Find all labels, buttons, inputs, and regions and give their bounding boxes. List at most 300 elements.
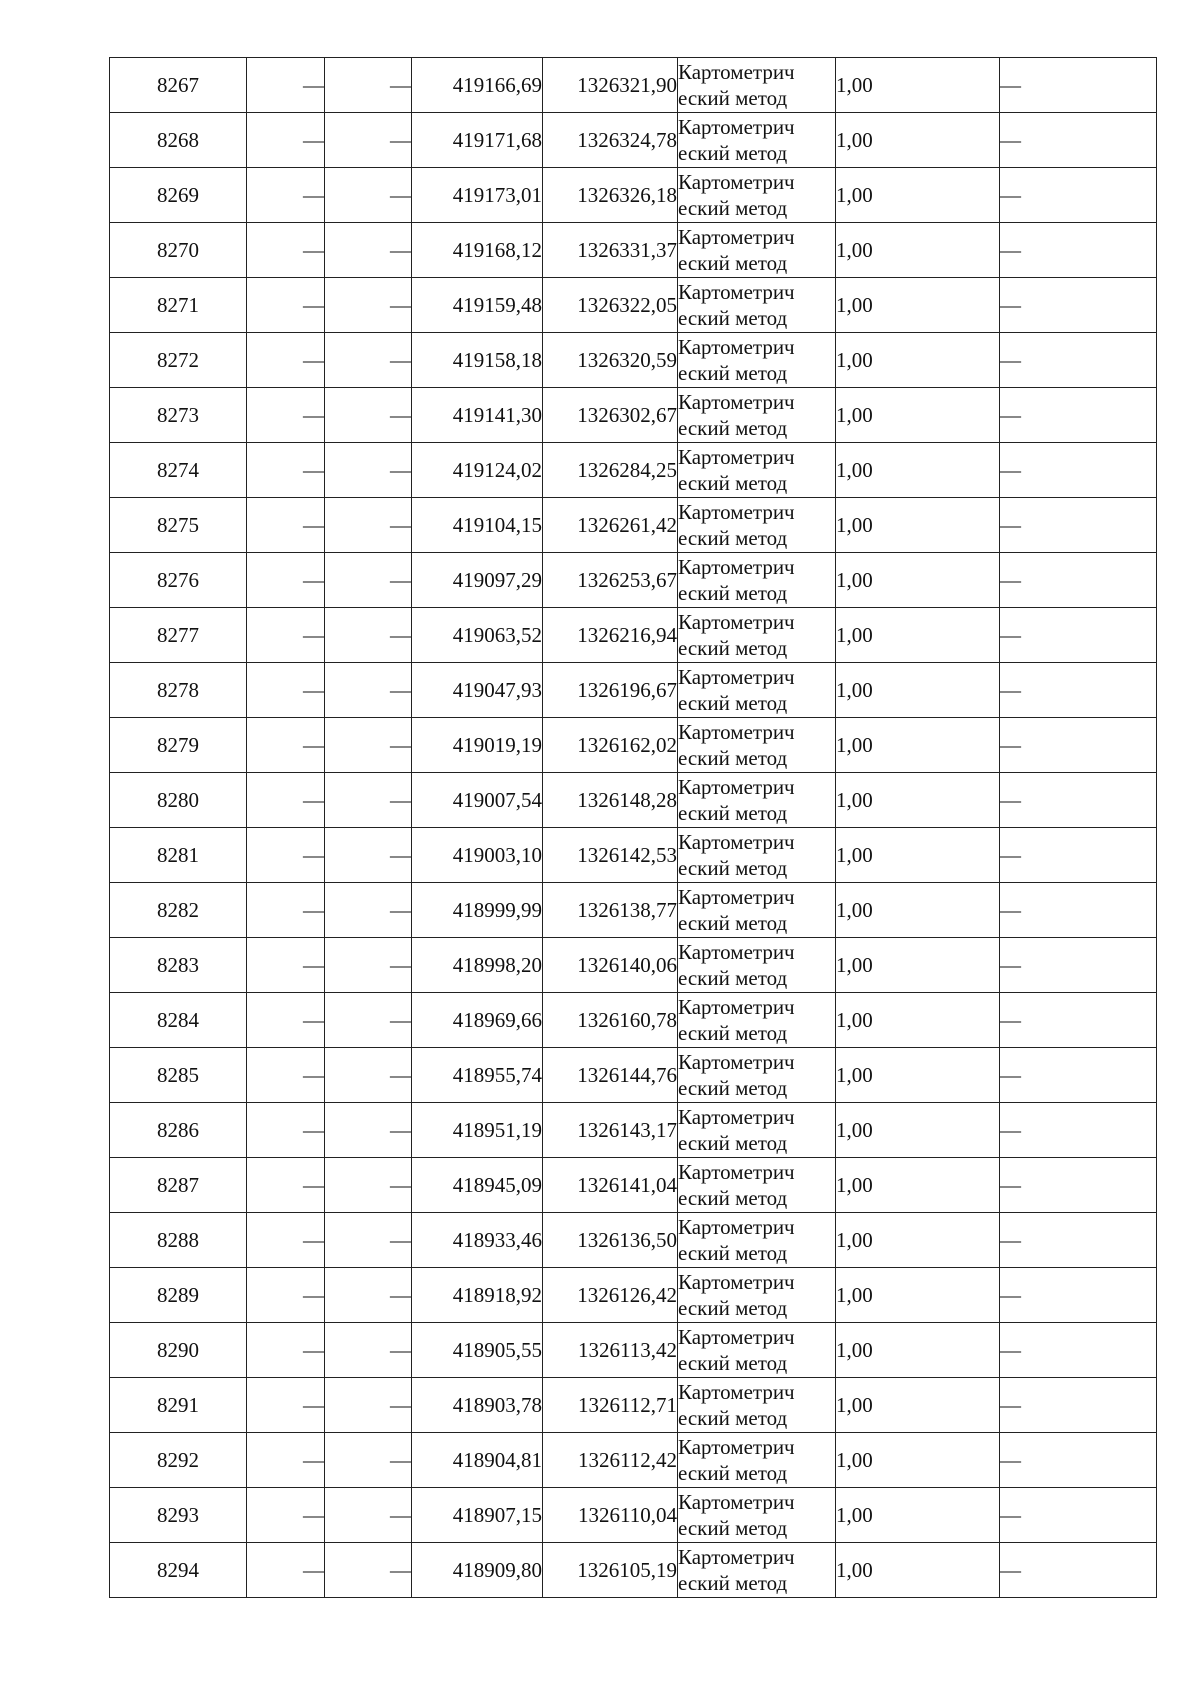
empty-dash-cell: —: [1000, 938, 1157, 993]
empty-dash-cell: —: [325, 1488, 412, 1543]
method-cell: [678, 1433, 836, 1488]
accuracy-cell: 1,00: [836, 388, 1000, 443]
empty-dash-cell: —: [1000, 333, 1157, 388]
point-number-cell: 8284: [110, 993, 247, 1048]
empty-dash-cell: —: [325, 58, 412, 113]
x-coordinate-cell: 418907,15: [412, 1488, 543, 1543]
x-coordinate-cell: 418955,74: [412, 1048, 543, 1103]
empty-dash-cell: —: [325, 553, 412, 608]
empty-dash-cell: —: [247, 1433, 325, 1488]
empty-dash-cell: —: [1000, 1323, 1157, 1378]
empty-dash-cell: —: [325, 278, 412, 333]
point-number-cell: 8291: [110, 1378, 247, 1433]
accuracy-cell: 1,00: [836, 1268, 1000, 1323]
method-text-line: еский метод: [678, 966, 788, 990]
table-row: [110, 828, 1157, 883]
accuracy-cell: 1,00: [836, 1048, 1000, 1103]
y-coordinate-cell: 1326284,25: [543, 443, 678, 498]
empty-dash-cell: —: [1000, 1488, 1157, 1543]
point-number-cell: 8276: [110, 553, 247, 608]
method-cell: [678, 663, 836, 718]
table-row: [110, 1048, 1157, 1103]
method-cell: [678, 58, 836, 113]
y-coordinate-cell: 1326105,19: [543, 1543, 678, 1598]
method-cell: [678, 828, 836, 883]
table-row: [110, 498, 1157, 553]
empty-dash-cell: —: [1000, 498, 1157, 553]
x-coordinate-cell: 419168,12: [412, 223, 543, 278]
empty-dash-cell: —: [325, 773, 412, 828]
method-cell: [678, 1158, 836, 1213]
y-coordinate-cell: 1326326,18: [543, 168, 678, 223]
y-coordinate-cell: 1326110,04: [543, 1488, 678, 1543]
point-number-cell: 8292: [110, 1433, 247, 1488]
empty-dash-cell: —: [325, 1213, 412, 1268]
y-coordinate-cell: 1326126,42: [543, 1268, 678, 1323]
method-cell: [678, 333, 836, 388]
point-number-cell: 8283: [110, 938, 247, 993]
point-number-cell: 8293: [110, 1488, 247, 1543]
accuracy-cell: 1,00: [836, 1323, 1000, 1378]
y-coordinate-cell: 1326136,50: [543, 1213, 678, 1268]
method-text-line: Картометрич: [678, 445, 795, 469]
accuracy-cell: 1,00: [836, 1378, 1000, 1433]
accuracy-cell: 1,00: [836, 1488, 1000, 1543]
empty-dash-cell: —: [247, 278, 325, 333]
x-coordinate-cell: 418999,99: [412, 883, 543, 938]
method-text-line: еский метод: [678, 581, 788, 605]
empty-dash-cell: —: [325, 1158, 412, 1213]
table-row: [110, 113, 1157, 168]
method-text-line: еский метод: [678, 801, 788, 825]
accuracy-cell: 1,00: [836, 993, 1000, 1048]
method-text-line: еский метод: [678, 856, 788, 880]
empty-dash-cell: —: [1000, 553, 1157, 608]
method-text-line: еский метод: [678, 1461, 788, 1485]
point-number-cell: 8280: [110, 773, 247, 828]
method-text-line: Картометрич: [678, 1160, 795, 1184]
method-text-line: еский метод: [678, 911, 788, 935]
x-coordinate-cell: 418909,80: [412, 1543, 543, 1598]
empty-dash-cell: —: [247, 1488, 325, 1543]
accuracy-cell: 1,00: [836, 828, 1000, 883]
accuracy-cell: 1,00: [836, 608, 1000, 663]
empty-dash-cell: —: [325, 388, 412, 443]
method-cell: [678, 938, 836, 993]
accuracy-cell: 1,00: [836, 58, 1000, 113]
method-cell: [678, 608, 836, 663]
x-coordinate-cell: 418903,78: [412, 1378, 543, 1433]
accuracy-cell: 1,00: [836, 663, 1000, 718]
accuracy-cell: 1,00: [836, 333, 1000, 388]
empty-dash-cell: —: [325, 113, 412, 168]
point-number-cell: 8268: [110, 113, 247, 168]
method-cell: [678, 168, 836, 223]
method-text-line: еский метод: [678, 526, 788, 550]
table-row: [110, 223, 1157, 278]
empty-dash-cell: —: [325, 1268, 412, 1323]
point-number-cell: 8286: [110, 1103, 247, 1158]
method-cell: [678, 1378, 836, 1433]
accuracy-cell: 1,00: [836, 1433, 1000, 1488]
accuracy-cell: 1,00: [836, 718, 1000, 773]
y-coordinate-cell: 1326196,67: [543, 663, 678, 718]
table-row: [110, 1213, 1157, 1268]
empty-dash-cell: —: [1000, 1158, 1157, 1213]
method-text-line: еский метод: [678, 1076, 788, 1100]
method-cell: [678, 883, 836, 938]
method-text-line: еский метод: [678, 141, 788, 165]
empty-dash-cell: —: [325, 443, 412, 498]
method-cell: [678, 1048, 836, 1103]
empty-dash-cell: —: [247, 443, 325, 498]
method-text-line: еский метод: [678, 1296, 788, 1320]
empty-dash-cell: —: [247, 1378, 325, 1433]
table-row: [110, 993, 1157, 1048]
table-row: [110, 718, 1157, 773]
empty-dash-cell: —: [247, 498, 325, 553]
method-cell: [678, 1543, 836, 1598]
empty-dash-cell: —: [1000, 113, 1157, 168]
accuracy-cell: 1,00: [836, 113, 1000, 168]
method-text-line: еский метод: [678, 1351, 788, 1375]
empty-dash-cell: —: [325, 498, 412, 553]
method-text-line: Картометрич: [678, 1545, 795, 1569]
empty-dash-cell: —: [1000, 1378, 1157, 1433]
table-row: [110, 663, 1157, 718]
x-coordinate-cell: 419097,29: [412, 553, 543, 608]
empty-dash-cell: —: [325, 333, 412, 388]
x-coordinate-cell: 418933,46: [412, 1213, 543, 1268]
y-coordinate-cell: 1326261,42: [543, 498, 678, 553]
empty-dash-cell: —: [247, 168, 325, 223]
point-number-cell: 8272: [110, 333, 247, 388]
point-number-cell: 8287: [110, 1158, 247, 1213]
accuracy-cell: 1,00: [836, 883, 1000, 938]
method-text-line: Картометрич: [678, 500, 795, 524]
method-text-line: Картометрич: [678, 115, 795, 139]
x-coordinate-cell: 419166,69: [412, 58, 543, 113]
point-number-cell: 8281: [110, 828, 247, 883]
empty-dash-cell: —: [1000, 1213, 1157, 1268]
accuracy-cell: 1,00: [836, 223, 1000, 278]
empty-dash-cell: —: [247, 1048, 325, 1103]
method-text-line: Картометрич: [678, 1490, 795, 1514]
method-text-line: Картометрич: [678, 1325, 795, 1349]
x-coordinate-cell: 419141,30: [412, 388, 543, 443]
method-text-line: Картометрич: [678, 665, 795, 689]
point-number-cell: 8294: [110, 1543, 247, 1598]
method-text-line: Картометрич: [678, 830, 795, 854]
accuracy-cell: 1,00: [836, 553, 1000, 608]
empty-dash-cell: —: [325, 993, 412, 1048]
y-coordinate-cell: 1326216,94: [543, 608, 678, 663]
accuracy-cell: 1,00: [836, 1158, 1000, 1213]
empty-dash-cell: —: [325, 168, 412, 223]
empty-dash-cell: —: [247, 58, 325, 113]
method-text-line: еский метод: [678, 86, 788, 110]
y-coordinate-cell: 1326112,71: [543, 1378, 678, 1433]
y-coordinate-cell: 1326322,05: [543, 278, 678, 333]
point-number-cell: 8269: [110, 168, 247, 223]
empty-dash-cell: —: [247, 1158, 325, 1213]
x-coordinate-cell: 418918,92: [412, 1268, 543, 1323]
empty-dash-cell: —: [247, 938, 325, 993]
empty-dash-cell: —: [325, 663, 412, 718]
method-text-line: еский метод: [678, 306, 788, 330]
method-text-line: Картометрич: [678, 280, 795, 304]
empty-dash-cell: —: [247, 608, 325, 663]
accuracy-cell: 1,00: [836, 1543, 1000, 1598]
empty-dash-cell: —: [325, 1543, 412, 1598]
method-cell: [678, 1488, 836, 1543]
method-text-line: Картометрич: [678, 1435, 795, 1459]
empty-dash-cell: —: [1000, 388, 1157, 443]
coordinates-table: [109, 57, 1157, 1598]
y-coordinate-cell: 1326144,76: [543, 1048, 678, 1103]
method-text-line: еский метод: [678, 1131, 788, 1155]
empty-dash-cell: —: [325, 1323, 412, 1378]
empty-dash-cell: —: [1000, 993, 1157, 1048]
empty-dash-cell: —: [1000, 883, 1157, 938]
empty-dash-cell: —: [1000, 443, 1157, 498]
y-coordinate-cell: 1326148,28: [543, 773, 678, 828]
table-row: [110, 168, 1157, 223]
accuracy-cell: 1,00: [836, 1103, 1000, 1158]
method-cell: [678, 1103, 836, 1158]
method-text-line: еский метод: [678, 1406, 788, 1430]
point-number-cell: 8289: [110, 1268, 247, 1323]
empty-dash-cell: —: [1000, 223, 1157, 278]
table-row: [110, 278, 1157, 333]
method-cell: [678, 773, 836, 828]
x-coordinate-cell: 418945,09: [412, 1158, 543, 1213]
method-text-line: еский метод: [678, 636, 788, 660]
x-coordinate-cell: 419007,54: [412, 773, 543, 828]
table-row: [110, 773, 1157, 828]
x-coordinate-cell: 419171,68: [412, 113, 543, 168]
point-number-cell: 8285: [110, 1048, 247, 1103]
x-coordinate-cell: 419159,48: [412, 278, 543, 333]
method-text-line: Картометрич: [678, 225, 795, 249]
method-cell: [678, 553, 836, 608]
x-coordinate-cell: 418904,81: [412, 1433, 543, 1488]
method-text-line: еский метод: [678, 471, 788, 495]
x-coordinate-cell: 419158,18: [412, 333, 543, 388]
y-coordinate-cell: 1326142,53: [543, 828, 678, 883]
method-cell: [678, 1268, 836, 1323]
table-row: [110, 883, 1157, 938]
empty-dash-cell: —: [247, 113, 325, 168]
empty-dash-cell: —: [247, 663, 325, 718]
x-coordinate-cell: 419104,15: [412, 498, 543, 553]
method-text-line: еский метод: [678, 1241, 788, 1265]
table-row: [110, 1103, 1157, 1158]
method-text-line: Картометрич: [678, 390, 795, 414]
empty-dash-cell: —: [1000, 1543, 1157, 1598]
empty-dash-cell: —: [247, 553, 325, 608]
empty-dash-cell: —: [247, 1103, 325, 1158]
method-cell: [678, 388, 836, 443]
table-row: [110, 1158, 1157, 1213]
empty-dash-cell: —: [325, 828, 412, 883]
empty-dash-cell: —: [247, 1213, 325, 1268]
y-coordinate-cell: 1326253,67: [543, 553, 678, 608]
empty-dash-cell: —: [325, 1378, 412, 1433]
method-text-line: Картометрич: [678, 720, 795, 744]
empty-dash-cell: —: [1000, 278, 1157, 333]
method-text-line: еский метод: [678, 1571, 788, 1595]
method-cell: [678, 278, 836, 333]
y-coordinate-cell: 1326320,59: [543, 333, 678, 388]
point-number-cell: 8271: [110, 278, 247, 333]
method-text-line: Картометрич: [678, 335, 795, 359]
x-coordinate-cell: 419019,19: [412, 718, 543, 773]
y-coordinate-cell: 1326143,17: [543, 1103, 678, 1158]
x-coordinate-cell: 418905,55: [412, 1323, 543, 1378]
y-coordinate-cell: 1326113,42: [543, 1323, 678, 1378]
empty-dash-cell: —: [1000, 1048, 1157, 1103]
point-number-cell: 8274: [110, 443, 247, 498]
empty-dash-cell: —: [1000, 1433, 1157, 1488]
method-cell: [678, 1213, 836, 1268]
x-coordinate-cell: 419173,01: [412, 168, 543, 223]
point-number-cell: 8278: [110, 663, 247, 718]
accuracy-cell: 1,00: [836, 1213, 1000, 1268]
method-cell: [678, 1323, 836, 1378]
method-text-line: еский метод: [678, 361, 788, 385]
accuracy-cell: 1,00: [836, 773, 1000, 828]
table-row: [110, 1268, 1157, 1323]
empty-dash-cell: —: [247, 883, 325, 938]
accuracy-cell: 1,00: [836, 168, 1000, 223]
empty-dash-cell: —: [247, 1323, 325, 1378]
table-body: [110, 58, 1157, 1598]
table-row: [110, 58, 1157, 113]
point-number-cell: 8290: [110, 1323, 247, 1378]
table-row: [110, 388, 1157, 443]
table-row: [110, 443, 1157, 498]
y-coordinate-cell: 1326138,77: [543, 883, 678, 938]
empty-dash-cell: —: [325, 1103, 412, 1158]
empty-dash-cell: —: [325, 883, 412, 938]
method-cell: [678, 718, 836, 773]
x-coordinate-cell: 418998,20: [412, 938, 543, 993]
table-row: [110, 1378, 1157, 1433]
empty-dash-cell: —: [1000, 828, 1157, 883]
empty-dash-cell: —: [247, 388, 325, 443]
method-text-line: еский метод: [678, 251, 788, 275]
empty-dash-cell: —: [247, 1268, 325, 1323]
table-row: [110, 1543, 1157, 1598]
method-text-line: Картометрич: [678, 1380, 795, 1404]
accuracy-cell: 1,00: [836, 443, 1000, 498]
method-text-line: Картометрич: [678, 1050, 795, 1074]
x-coordinate-cell: 419124,02: [412, 443, 543, 498]
empty-dash-cell: —: [325, 1433, 412, 1488]
point-number-cell: 8288: [110, 1213, 247, 1268]
y-coordinate-cell: 1326141,04: [543, 1158, 678, 1213]
empty-dash-cell: —: [1000, 718, 1157, 773]
y-coordinate-cell: 1326162,02: [543, 718, 678, 773]
table-row: [110, 1433, 1157, 1488]
method-text-line: еский метод: [678, 1186, 788, 1210]
method-cell: [678, 498, 836, 553]
point-number-cell: 8275: [110, 498, 247, 553]
empty-dash-cell: —: [325, 718, 412, 773]
y-coordinate-cell: 1326140,06: [543, 938, 678, 993]
empty-dash-cell: —: [1000, 58, 1157, 113]
empty-dash-cell: —: [1000, 773, 1157, 828]
y-coordinate-cell: 1326160,78: [543, 993, 678, 1048]
accuracy-cell: 1,00: [836, 938, 1000, 993]
method-text-line: Картометрич: [678, 610, 795, 634]
x-coordinate-cell: 418969,66: [412, 993, 543, 1048]
table-row: [110, 1323, 1157, 1378]
empty-dash-cell: —: [247, 773, 325, 828]
empty-dash-cell: —: [1000, 1268, 1157, 1323]
x-coordinate-cell: 418951,19: [412, 1103, 543, 1158]
method-cell: [678, 993, 836, 1048]
x-coordinate-cell: 419003,10: [412, 828, 543, 883]
method-text-line: еский метод: [678, 746, 788, 770]
y-coordinate-cell: 1326321,90: [543, 58, 678, 113]
x-coordinate-cell: 419063,52: [412, 608, 543, 663]
method-cell: [678, 443, 836, 498]
method-text-line: Картометрич: [678, 940, 795, 964]
method-text-line: Картометрич: [678, 775, 795, 799]
method-text-line: еский метод: [678, 1516, 788, 1540]
point-number-cell: 8273: [110, 388, 247, 443]
x-coordinate-cell: 419047,93: [412, 663, 543, 718]
method-text-line: Картометрич: [678, 1270, 795, 1294]
empty-dash-cell: —: [247, 993, 325, 1048]
y-coordinate-cell: 1326324,78: [543, 113, 678, 168]
empty-dash-cell: —: [325, 223, 412, 278]
empty-dash-cell: —: [1000, 168, 1157, 223]
table-row: [110, 553, 1157, 608]
point-number-cell: 8282: [110, 883, 247, 938]
method-text-line: Картометрич: [678, 995, 795, 1019]
y-coordinate-cell: 1326302,67: [543, 388, 678, 443]
method-text-line: еский метод: [678, 1021, 788, 1045]
method-text-line: Картометрич: [678, 885, 795, 909]
empty-dash-cell: —: [325, 608, 412, 663]
table-row: [110, 938, 1157, 993]
y-coordinate-cell: 1326331,37: [543, 223, 678, 278]
point-number-cell: 8277: [110, 608, 247, 663]
method-text-line: еский метод: [678, 196, 788, 220]
empty-dash-cell: —: [247, 333, 325, 388]
table-row: [110, 1488, 1157, 1543]
empty-dash-cell: —: [247, 828, 325, 883]
empty-dash-cell: —: [247, 223, 325, 278]
accuracy-cell: 1,00: [836, 278, 1000, 333]
method-text-line: Картометрич: [678, 555, 795, 579]
empty-dash-cell: —: [325, 938, 412, 993]
point-number-cell: 8267: [110, 58, 247, 113]
method-cell: [678, 113, 836, 168]
method-text-line: Картометрич: [678, 1105, 795, 1129]
point-number-cell: 8270: [110, 223, 247, 278]
method-text-line: Картометрич: [678, 60, 795, 84]
table-row: [110, 333, 1157, 388]
accuracy-cell: 1,00: [836, 498, 1000, 553]
empty-dash-cell: —: [247, 718, 325, 773]
point-number-cell: 8279: [110, 718, 247, 773]
method-text-line: еский метод: [678, 691, 788, 715]
empty-dash-cell: —: [1000, 663, 1157, 718]
